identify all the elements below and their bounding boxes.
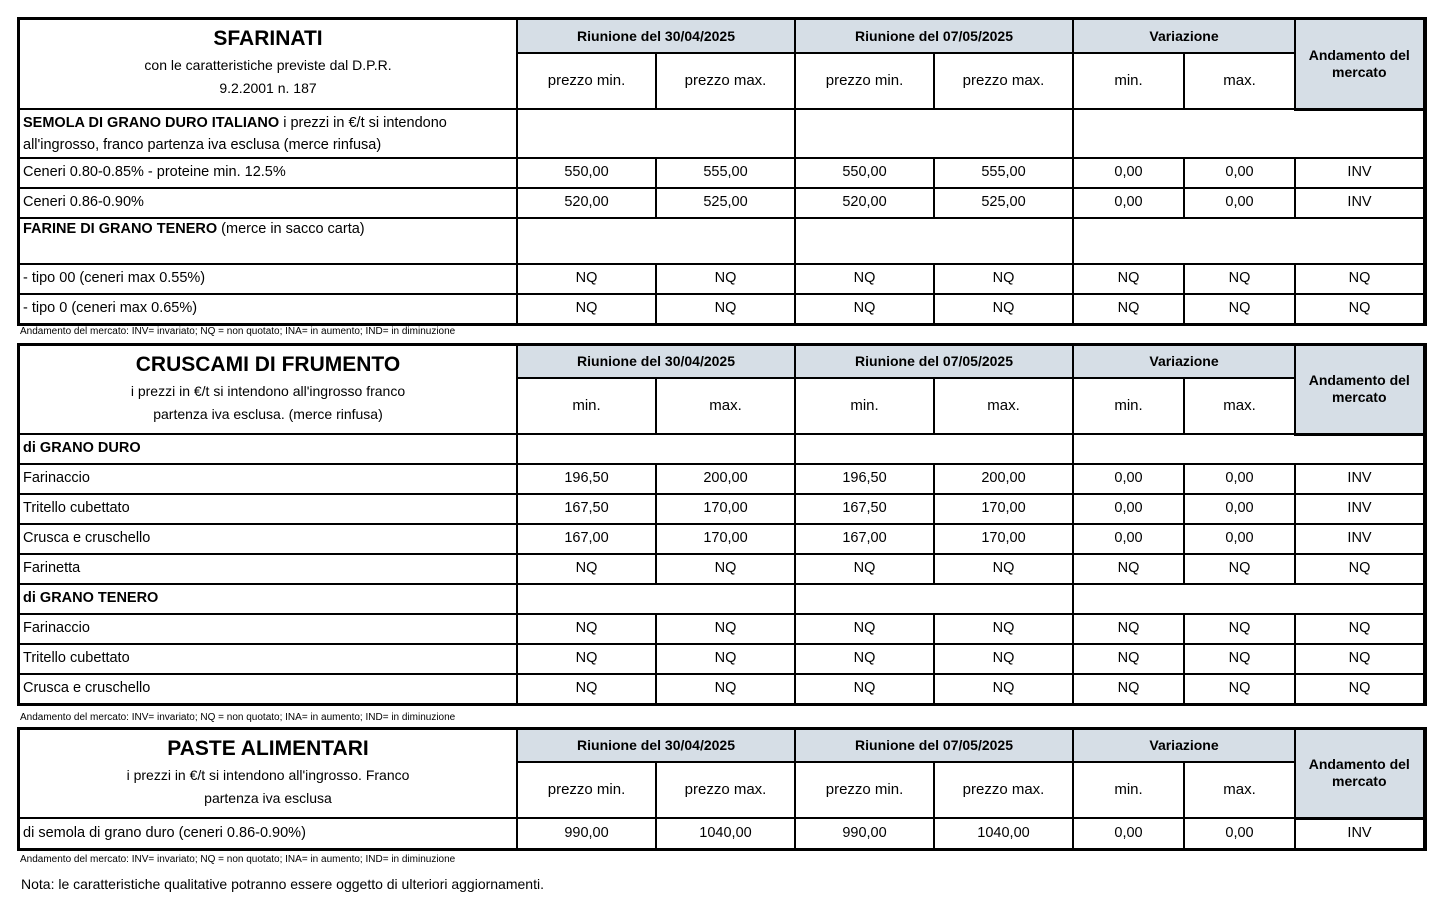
price-cell: 520,00: [517, 188, 656, 218]
variation-cell: NQ: [1184, 264, 1295, 294]
market-trend-header: Andamento del mercato: [1295, 729, 1424, 818]
section-title: CRUSCAMI DI FRUMENTO: [135, 353, 401, 376]
variation-cell: NQ: [1184, 614, 1295, 644]
col-min: min.: [795, 378, 934, 434]
section-header: [19, 19, 517, 109]
legend: Andamento del mercato: INV= invariato; NQ = non quotato; INA= in aumento; IND= in diminuzione: [20, 712, 456, 723]
price-cell: 555,00: [934, 158, 1073, 188]
price-cell: NQ: [517, 264, 656, 294]
variation-cell: NQ: [1073, 674, 1184, 704]
section-subtitle: con le caratteristiche previste dal D.P.R.: [144, 57, 392, 74]
variation-cell: NQ: [1073, 554, 1184, 584]
variation-cell: NQ: [1073, 294, 1184, 324]
price-cell: 167,50: [795, 494, 934, 524]
price-cell: NQ: [656, 614, 795, 644]
row-label: Farinaccio: [19, 464, 517, 494]
price-cell: 200,00: [656, 464, 795, 494]
col-price-min: prezzo min.: [795, 762, 934, 818]
col-max: max.: [934, 378, 1073, 434]
variation-cell: 0,00: [1184, 524, 1295, 554]
trend-cell: NQ: [1295, 674, 1424, 704]
section-header: [19, 729, 517, 818]
price-cell: 520,00: [795, 188, 934, 218]
variation-cell: NQ: [1184, 674, 1295, 704]
col-var-max: max.: [1184, 53, 1295, 109]
price-cell: 170,00: [656, 494, 795, 524]
price-cell: NQ: [656, 294, 795, 324]
price-cell: NQ: [517, 554, 656, 584]
row-label: Crusca e cruschello: [19, 524, 517, 554]
row-label: Ceneri 0.86-0.90%: [19, 188, 517, 218]
section-subtitle: partenza iva esclusa. (merce rinfusa): [153, 405, 383, 422]
table-row: [19, 264, 1424, 294]
variation-cell: NQ: [1184, 294, 1295, 324]
price-cell: 1040,00: [656, 818, 795, 849]
price-cell: NQ: [656, 264, 795, 294]
variation-cell: 0,00: [1184, 818, 1295, 849]
table-row: [19, 674, 1424, 704]
table-row: [19, 158, 1424, 188]
section-title: PASTE ALIMENTARI: [167, 737, 369, 760]
table-row: [19, 464, 1424, 494]
row-label: - tipo 0 (ceneri max 0.65%): [19, 294, 517, 324]
price-cell: NQ: [934, 554, 1073, 584]
market-trend-header: Andamento del mercato: [1295, 345, 1424, 434]
variation-cell: NQ: [1073, 644, 1184, 674]
col-price-max: prezzo max.: [656, 53, 795, 109]
variation-cell: 0,00: [1184, 158, 1295, 188]
row-label: - tipo 00 (ceneri max 0.55%): [19, 264, 517, 294]
price-cell: 170,00: [934, 494, 1073, 524]
sfarinati-table: [18, 18, 1426, 325]
meeting-header-1: Riunione del 30/04/2025: [517, 19, 795, 53]
price-cell: 1040,00: [934, 818, 1073, 849]
variation-cell: 0,00: [1073, 818, 1184, 849]
table-row: [19, 494, 1424, 524]
section-subtitle: i prezzi in €/t si intendono all'ingrosso franco: [130, 383, 406, 400]
price-cell: 990,00: [517, 818, 656, 849]
row-label: Ceneri 0.80-0.85% - proteine min. 12.5%: [19, 158, 517, 188]
trend-cell: INV: [1295, 524, 1424, 554]
price-cell: NQ: [517, 294, 656, 324]
price-cell: NQ: [934, 264, 1073, 294]
col-max: max.: [656, 378, 795, 434]
price-cell: NQ: [656, 674, 795, 704]
price-cell: NQ: [656, 554, 795, 584]
category-label: FARINE DI GRANO TENERO (merce in sacco carta): [19, 218, 517, 264]
price-cell: 555,00: [656, 158, 795, 188]
meeting-header-2: Riunione del 07/05/2025: [795, 729, 1073, 762]
col-min: min.: [517, 378, 656, 434]
meeting-header-2: Riunione del 07/05/2025: [795, 345, 1073, 378]
trend-cell: NQ: [1295, 264, 1424, 294]
price-cell: 196,50: [795, 464, 934, 494]
variation-cell: 0,00: [1073, 464, 1184, 494]
section-subtitle: 9.2.2001 n. 187: [219, 79, 317, 96]
legend: Andamento del mercato: INV= invariato; NQ = non quotato; INA= in aumento; IND= in diminuzione: [20, 326, 456, 337]
price-cell: 167,00: [795, 524, 934, 554]
price-cell: NQ: [517, 674, 656, 704]
row-label: Crusca e cruschello: [19, 674, 517, 704]
variation-cell: NQ: [1184, 554, 1295, 584]
category-label: SEMOLA DI GRANO DURO ITALIANO i prezzi in €/t si intendono all'ingrosso, franco partenza iva esclusa (merce rinfusa): [19, 109, 517, 158]
price-cell: NQ: [934, 294, 1073, 324]
price-cell: 550,00: [517, 158, 656, 188]
price-cell: NQ: [934, 614, 1073, 644]
price-cell: 525,00: [934, 188, 1073, 218]
variation-cell: NQ: [1184, 644, 1295, 674]
variation-cell: 0,00: [1073, 494, 1184, 524]
variation-cell: 0,00: [1184, 188, 1295, 218]
row-label: Farinaccio: [19, 614, 517, 644]
price-cell: 990,00: [795, 818, 934, 849]
trend-cell: NQ: [1295, 644, 1424, 674]
price-cell: NQ: [517, 614, 656, 644]
meeting-header-1: Riunione del 30/04/2025: [517, 729, 795, 762]
col-price-min: prezzo min.: [795, 53, 934, 109]
trend-cell: NQ: [1295, 294, 1424, 324]
col-var-min: min.: [1073, 378, 1184, 434]
price-cell: 196,50: [517, 464, 656, 494]
price-cell: NQ: [795, 614, 934, 644]
market-trend-header: Andamento del mercato: [1295, 19, 1424, 109]
price-cell: 167,50: [517, 494, 656, 524]
trend-cell: NQ: [1295, 614, 1424, 644]
col-var-max: max.: [1184, 762, 1295, 818]
table-row: [19, 614, 1424, 644]
footnote: Nota: le caratteristiche qualitative potranno essere oggetto di ulteriori aggiornamenti.: [21, 876, 544, 892]
variation-header: Variazione: [1073, 729, 1295, 762]
col-price-max: prezzo max.: [934, 53, 1073, 109]
trend-cell: INV: [1295, 464, 1424, 494]
variation-cell: 0,00: [1073, 158, 1184, 188]
table-row: [19, 188, 1424, 218]
price-cell: NQ: [795, 644, 934, 674]
cruscami-table: [18, 344, 1426, 705]
table-row: [19, 554, 1424, 584]
price-cell: NQ: [656, 644, 795, 674]
price-cell: NQ: [795, 294, 934, 324]
price-cell: 200,00: [934, 464, 1073, 494]
trend-cell: INV: [1295, 158, 1424, 188]
variation-header: Variazione: [1073, 19, 1295, 53]
trend-cell: INV: [1295, 818, 1424, 849]
section-subtitle: i prezzi in €/t si intendono all'ingrosso. Franco: [126, 767, 410, 784]
price-cell: NQ: [517, 644, 656, 674]
row-label: Farinetta: [19, 554, 517, 584]
section-title: SFARINATI: [213, 27, 323, 50]
variation-cell: NQ: [1073, 614, 1184, 644]
meeting-header-2: Riunione del 07/05/2025: [795, 19, 1073, 53]
legend: Andamento del mercato: INV= invariato; NQ = non quotato; INA= in aumento; IND= in diminuzione: [20, 854, 456, 865]
trend-cell: INV: [1295, 188, 1424, 218]
price-cell: NQ: [795, 674, 934, 704]
col-var-max: max.: [1184, 378, 1295, 434]
category-label: di GRANO TENERO: [19, 584, 517, 614]
col-price-max: prezzo max.: [656, 762, 795, 818]
price-cell: NQ: [795, 264, 934, 294]
price-cell: 170,00: [656, 524, 795, 554]
paste-table: [18, 728, 1426, 850]
section-header: [19, 345, 517, 434]
col-var-min: min.: [1073, 762, 1184, 818]
price-cell: NQ: [934, 644, 1073, 674]
price-cell: NQ: [934, 674, 1073, 704]
variation-cell: 0,00: [1073, 524, 1184, 554]
row-label: Tritello cubettato: [19, 494, 517, 524]
section-subtitle: partenza iva esclusa: [204, 789, 332, 806]
price-cell: NQ: [795, 554, 934, 584]
col-price-min: prezzo min.: [517, 762, 656, 818]
col-price-min: prezzo min.: [517, 53, 656, 109]
price-cell: 167,00: [517, 524, 656, 554]
col-var-min: min.: [1073, 53, 1184, 109]
price-cell: 170,00: [934, 524, 1073, 554]
variation-cell: NQ: [1073, 264, 1184, 294]
table-row: [19, 294, 1424, 324]
table-row: [19, 524, 1424, 554]
row-label: di semola di grano duro (ceneri 0.86-0.90%): [19, 818, 517, 849]
col-price-max: prezzo max.: [934, 762, 1073, 818]
price-cell: 550,00: [795, 158, 934, 188]
variation-cell: 0,00: [1184, 464, 1295, 494]
row-label: Tritello cubettato: [19, 644, 517, 674]
meeting-header-1: Riunione del 30/04/2025: [517, 345, 795, 378]
price-cell: 525,00: [656, 188, 795, 218]
table-row: [19, 818, 1424, 849]
variation-cell: 0,00: [1073, 188, 1184, 218]
trend-cell: NQ: [1295, 554, 1424, 584]
variation-cell: 0,00: [1184, 494, 1295, 524]
category-label: di GRANO DURO: [19, 434, 517, 464]
trend-cell: INV: [1295, 494, 1424, 524]
variation-header: Variazione: [1073, 345, 1295, 378]
table-row: [19, 644, 1424, 674]
